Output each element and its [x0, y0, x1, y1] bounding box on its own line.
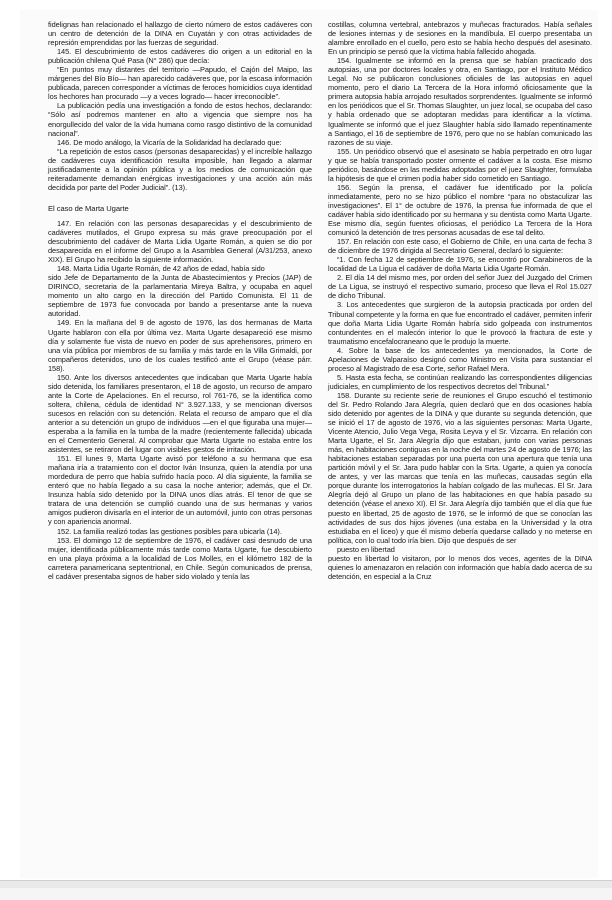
paragraph: 153. El domingo 12 de septiembre de 1976, el cadáver casi desnudo de una mujer, identificada públicamente más tarde como Marta Ugarte, fue descubierto en una playa próxima a la localidad de Los Molles, en el kilómetro 182 de la carretera panamericana septentrional, en Chile. Según comunicados de prensa, el cadáver presentaba signos de haber sido violado y tenía las	[48, 535, 312, 581]
section-heading: El caso de Marta Ugarte	[48, 203, 129, 213]
paragraph: 145. El descubrimiento de estos cadáveres dio origen a un editorial en la publicación chilena Qué Pasa (N° 286) que decía:	[48, 47, 312, 66]
paragraph: 151. El lunes 9, Marta Ugarte avisó por teléfono a su hermana que esa mañana iría a tratamiento con el doctor Iván Insunza, quien la atendía por una mordedura de perro que había sufrido hacía poco. Al día siguiente, la familia se enteró que no había llegado a su casa la noche anterior; además, que el Dr. Insunza había sido detenido por la DINA unos días atrás. El tenor de que se tratara de una detención se cumplió cuando una de sus hermanas y varios amigos pudieron divisarla en el interior de un automóvil, junto con otras personas y con apariencia anormal.	[48, 454, 312, 527]
paragraph: puesto en libertad	[337, 544, 395, 554]
right-column	[328, 20, 592, 581]
paragraph: 157. En relación con este caso, el Gobierno de Chile, en una carta de fecha 3 de diciembre de 1976 dirigida al Secretario General, declaró lo siguiente:	[328, 237, 592, 256]
paragraph: “1. Con fecha 12 de septiembre de 1976, se encontró por Carabineros de la localidad de La Ligua el cadáver de doña Marta Lidia Ugarte Román.	[328, 255, 592, 274]
paragraph: 152. La familia realizó todas las gestiones posibles para ubicarla (14).	[57, 526, 282, 536]
paragraph: 154. Igualmente se informó en la prensa que se habían practicado dos autopsias, una por doctores locales y otra, en Santiago, por el Instituto Médico Legal. No se publicaron conclusiones oficiales de las autopsias en aquel momento, pero el diario La Tercera de la Hora informó oficiosamente que la primera autopsia había arrojado resultados sorprendentes. Igualmente se informó en los periódicos que el Sr. Thomas Slaughter, un juez local, se ocupaba del caso y había ordenado que se adoptaran medidas para identificar a la víctima. Igualmente se informó que el juez Slaughter había sido llamado repentinamente a Santiago, el 16 de septiembre de 1976, pero que no se habían comunicado las razones de su viaje.	[328, 56, 592, 147]
paragraph: costillas, columna vertebral, antebrazos y muñecas fracturados. Había señales de lesiones internas y de sesiones en la mandíbula. El cuerpo presentaba un alambre enrollado en el cuello, pero esto se había hecho después del asesinato. En un principio se pensó que la víctima había fallecido ahogada.	[328, 20, 592, 57]
paragraph: 3. Los antecedentes que surgieron de la autopsia practicada por orden del Tribunal competente y la forma en que fue encontrado el cadáver, permiten inferir que doña Marta Lidia Ugarte Román habría sido golpeada con instrumentos contundentes en el malecón interior lo que le provocó la fractura de este y traumatismo encefalocraneano que le produjo la muerte.	[328, 300, 592, 346]
paragraph: sido Jefe de Departamento de la Junta de Abastecimientos y Precios (JAP) de DIRINCO, secretaria de la parlamentaria Mireya Baltra, y ocupaba en aquel momento un alto cargo en la dirección del Partido Comunista. El 11 de septiembre de 1973 fue convocada por bando a presentarse ante la nueva autoridad.	[48, 273, 312, 319]
paragraph: 149. En la mañana del 9 de agosto de 1976, las dos hermanas de Marta Ugarte hablaron con ella por última vez. Marta Ugarte desapareció ese mismo día y solamente fue vista de nuevo en poder de sus aprehensores, primero en una vía pública por miembros de su familia y más tarde en la Villa Grimaldi, por compañeros detenidos, uno de los cuales testificó ante el Grupo (véase párr. 158).	[48, 318, 312, 373]
paragraph: 4. Sobre la base de los antecedentes ya mencionados, la Corte de Apelaciones de Valparaíso designó como Ministro en Visita para sustanciar el proceso al Magistrado de esa Corte, señor Rafael Mera.	[328, 345, 592, 373]
paragraph: 146. De modo análogo, la Vicaría de la Solidaridad ha declarado que:	[57, 137, 282, 147]
document-page	[20, 10, 598, 878]
paragraph: 156. Según la prensa, el cadáver fue identificado por la policía inmediatamente, pero no se hizo público el nombre “para no obstaculizar las investigaciones”. El 1° de octubre de 1976, la prensa fue informada de que el cadáver había sido identificado por su hermana y su dentista como Marta Ugarte. Ese mismo día, según fuentes oficiosas, el periódico La Tercera de la Hora comunicó la detención de tres personas acusadas de ese tal delito.	[328, 182, 592, 238]
paragraph: “La repetición de estos casos (personas desaparecidas) y el increíble hallazgo de cadáveres cuya identificación resulta imposible, han llegado a alarmar justificadamente a la opinión pública y a los medios de comunicación que reiteradamente demandan enérgicas investigaciones y una acción aún más decidida por parte del Poder Judicial”. (13).	[48, 146, 312, 192]
paragraph: 2. El día 14 del mismo mes, por orden del señor Juez del Juzgado del Crimen de La Ligua, se instruyó el respectivo sumario, proceso que lleva el Rol 15.027 de dicho Tribunal.	[328, 273, 592, 301]
paragraph: fidelignas han relacionado el hallazgo de cierto número de estos cadáveres con un centro de detención de la DINA en Cuyatán y con otras actividades de represión emprendidas por las fuerzas de seguridad.	[48, 20, 312, 48]
paragraph: 5. Hasta esta fecha, se continúan realizando las correspondientes diligencias judiciales, en cumplimiento de los respectivos decretos del Tribunal.”	[328, 372, 592, 391]
left-column	[48, 20, 312, 581]
paragraph: puesto en libertad lo visitaron, por lo menos dos veces, agentes de la DINA quienes lo amenazaron en relación con información que había dado acerca de su detención, en especial a la Cruz	[328, 553, 592, 581]
paragraph: 147. En relación con las personas desaparecidas y el descubrimiento de cadáveres mutilados, el Grupo expresa su más grave preocupación por el descubrimiento del cadáver de Marta Lidia Ugarte Román, a quien se dio por desaparecida en el informe del Grupo a la Asamblea General (A/31/253, anexo XIX). El Grupo ha recibido la siguiente información.	[48, 218, 312, 265]
paragraph: 148. Marta Lidia Ugarte Román, de 42 años de edad, había sido	[57, 264, 265, 274]
paragraph: 150. Ante los diversos antecedentes que indicaban que Marta Ugarte había sido detenida, los familiares presentaron, el 18 de agosto, un recurso de amparo ante la Corte de Apelaciones. En el recurso, rol 761-76, se la identifica como soltera, chilena, cédula de identidad N° 3.927.133, y se mencionan diversos sucesos en relación con su detención. Relata el recurso de amparo que el día anterior a su detención un grupo de individuos —en el que figuraba una mujer— esperaba a la familia en la tumba de la madre (recientemente fallecida) ubicada en el Cementerio General. Al comprobar que Marta Ugarte no estaba entre los asistentes, se retiraron del lugar con visibles gestos de irritación.	[48, 372, 312, 455]
paragraph: 158. Durante su reciente serie de reuniones el Grupo escuchó el testimonio del Sr. Pedro Rolando Jara Alegría, quien declaró que en dos ocasiones había sido detenido por agentes de la DINA y que durante su segunda detención, que se inició el 17 de agosto de 1976, vio a las siguientes personas: Marta Ugarte, Vicente Atencio, Julio Vega Vega, Rosita Leyva y el Sr. Vizcarra. En relación con Marta Ugarte, el Sr. Jara Alegría dijo que estaban, junto con varias personas más, en habitaciones contiguas en la noche del martes 24 de agosto de 1976; las habitaciones estaban separadas por una puerta con una apertura que tenía una partición móvil y el Sr. Jara pudo hablar con la Srta. Ugarte, a quien ya conocía de antes, y ver las marcas que tenía en las muñecas, causadas según ella porque durante los interrogatorios la habían colgado de las muñecas. El Sr. Jara Alegría dejó al Grupo un plano de las habitaciones en que había pasado su detención (véase el anexo XI). El Sr. Jara Alegría dijo también que el día que fue puesto en libertad, 25 de agosto de 1976, se le informó de que se conocían las actividades de sus dos hijos jóvenes (una estaba en la Universidad y la otra estudiaba en el liceo) y que él mismo debería quedarse callado y no meterse en política, con lo cual todo iría bien. Dijo que después de ser	[328, 390, 592, 545]
page-bottom-margin	[0, 888, 612, 900]
paragraph: La publicación pedía una investigación a fondo de estos hechos, declarando: “Sólo así podremos mantener en alto a vigencia que siempre nos ha enorgullecido del valor de la vida humana como rasgo distintivo de la comunidad nacional”.	[48, 101, 312, 138]
paragraph: 155. Un periódico observó que el asesinato se había perpetrado en otro lugar y que se había transportado poster ormente el cadáver a la costa. Ese mismo periódico, basándose en las medidas adoptadas por el juez Slaughter, formulaba la hipótesis de que el crimen podía haber sido cometido en Santiago.	[328, 146, 592, 183]
paragraph: “En puntos muy distantes del territorio —Papudo, el Cajón del Maipo, las márgenes del Bío Bío— han aparecido cadáveres que, por la escasa información publicada, parecen corresponder a víctimas de feroces homicidios cuya identidad los hechores han procurado —y a veces logrado— hacer irreconocible”.	[48, 65, 312, 102]
